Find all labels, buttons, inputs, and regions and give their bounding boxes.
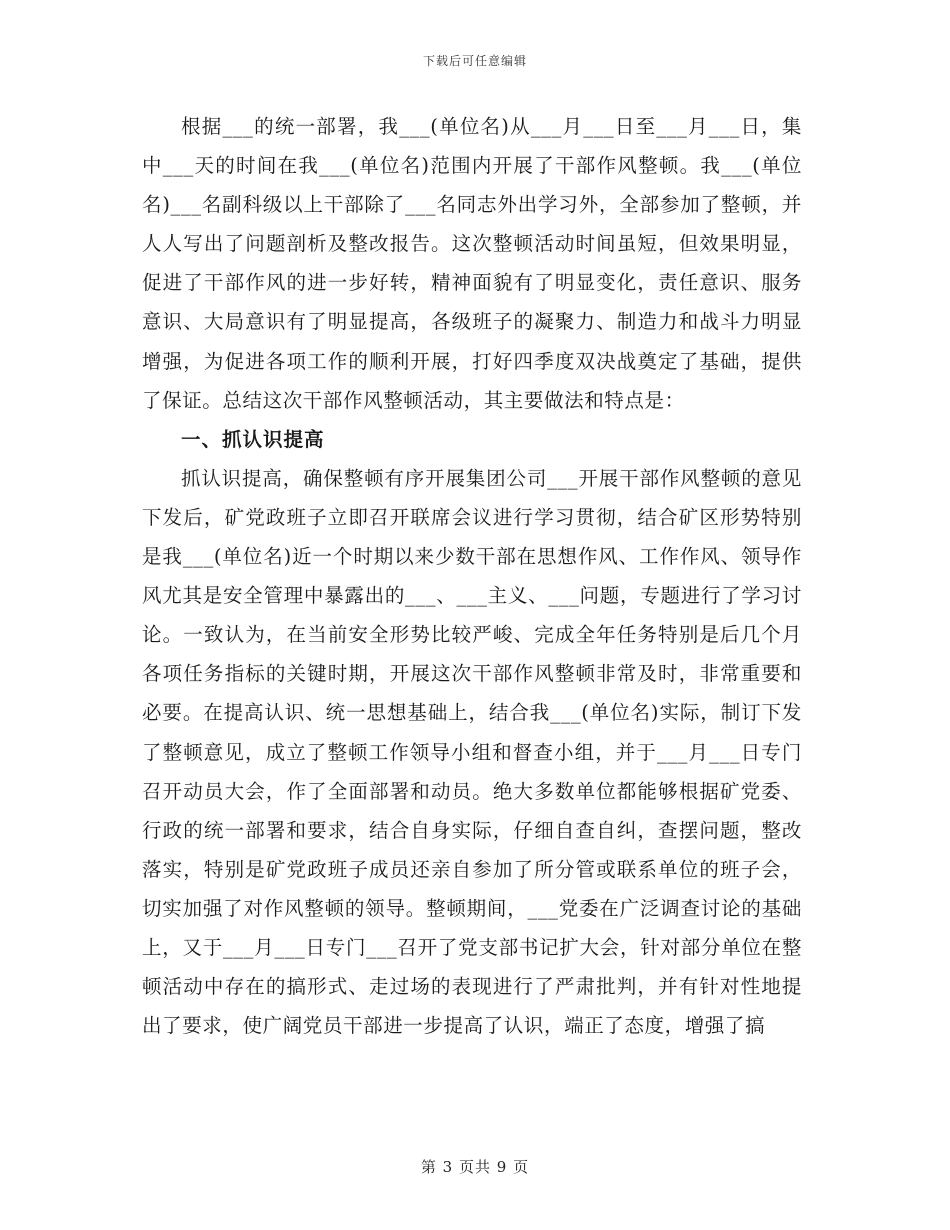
section-heading-1: 一、抓认识提高 [181, 427, 325, 451]
document-body [142, 107, 802, 1045]
page-number: 第 3 页共 9 页 [420, 1158, 530, 1176]
body-paragraph-2: 抓认识提高，确保整顿有序开展集团公司___开展干部作风整顿的意见下发后，矿党政班子立即召开联席会议进行学习贯彻，结合矿区形势特别是我___(单位名)近一个时期以来少数干部在思想作风、工作作风、领导作风尤其是安全管理中暴露出的___、___主义、___问题，专题进行了学习讨论。一致认为，在当前安全形势比较严峻、完成全年任务特别是后几个月各项任务指标的关键时期，开展这次干部作风整顿非常及时，非常重要和必要。在提高认识、统一思想基础上，结合我___(单位名)实际，制订下发了整顿意见，成立了整顿工作领导小组和督查小组，并于___月___日专门召开动员大会，作了全面部署和动员。绝大多数单位都能够根据矿党委、行政的统一部署和要求，结合自身实际，仔细自查自纠，查摆问题，整改落实，特别是矿党政班子成员还亲自参加了所分管或联系单位的班子会，切实加强了对作风整顿的领导。整顿期间，___党委在广泛调查讨论的基础上，又于___月___日专门___召开了党支部书记扩大会，针对部分单位在整顿活动中存在的搞形式、走过场的表现进行了严肃批判，并有针对性地提出了要求，使广阔党员干部进一步提高了认识，端正了态度，增强了搞 [142, 466, 802, 1038]
body-paragraph-1: 根据___的统一部署，我___(单位名)从___月___日至___月___日，集中___天的时间在我___(单位名)范围内开展了干部作风整顿。我___(单位名)___名副科级以上干部除了___名同志外出学习外，全部参加了整顿，并人人写出了问题剖析及整改报告。这次整顿活动时间虽短，但效果明显，促进了干部作风的进一步好转，精神面貌有了明显变化，责任意识、服务意识、大局意识有了明显提高，各级班子的凝聚力、制造力和战斗力明显增强，为促进各项工作的顺利开展，打好四季度双决战奠定了基础，提供了保证。总结这次干部作风整顿活动，其主要做法和特点是： [142, 115, 802, 412]
page-header: 下载后可任意编辑 [422, 54, 527, 68]
